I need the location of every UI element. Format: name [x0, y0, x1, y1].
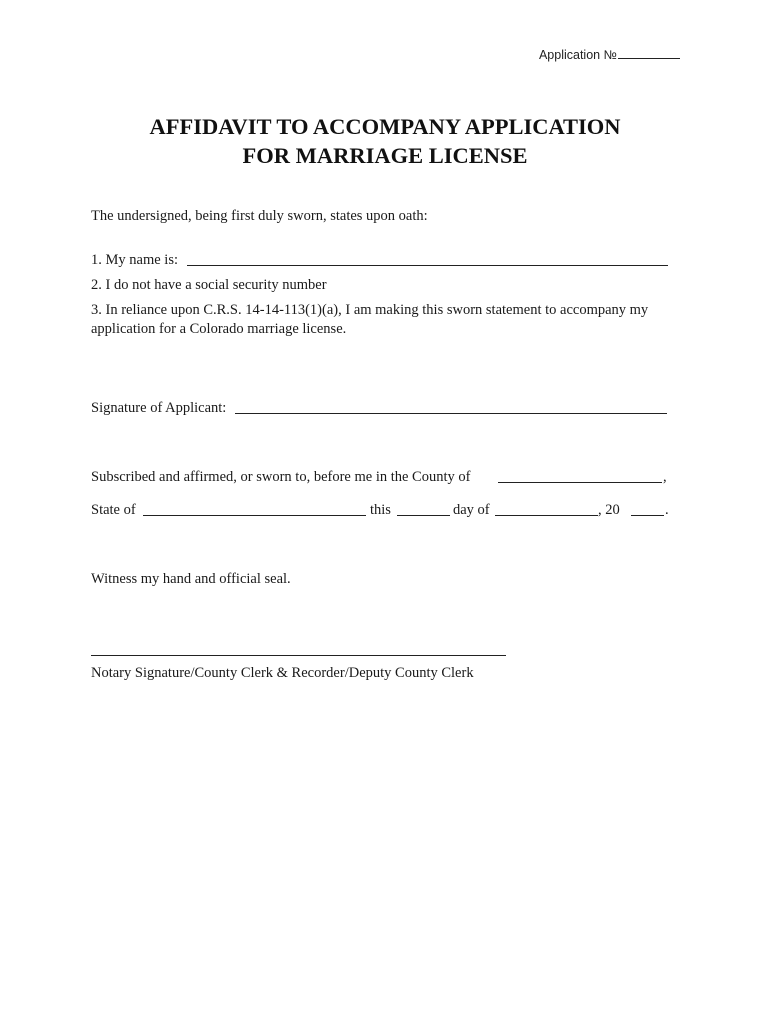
state-field[interactable] — [143, 515, 366, 516]
application-number-label: Application № — [538, 48, 617, 62]
year-prefix: , 20 — [598, 502, 620, 518]
application-number-field[interactable] — [618, 46, 680, 59]
applicant-signature-field[interactable] — [235, 413, 667, 414]
this-label: this — [370, 502, 391, 518]
month-field[interactable] — [495, 515, 598, 516]
application-number — [539, 46, 680, 62]
witness-text: Witness my hand and official seal. — [91, 571, 291, 587]
item-3-text: 3. In reliance upon C.R.S. 14-14-113(1)(a), I am making this sworn statement to accompany my application for a Colorado marriage license. — [91, 302, 649, 337]
county-field[interactable] — [498, 482, 662, 483]
signature-label: Signature of Applicant: — [91, 400, 227, 416]
day-of-label: day of — [453, 502, 490, 518]
subscribed-label: Subscribed and affirmed, or sworn to, before me in the County of — [91, 469, 471, 485]
intro-text: The undersigned, being first duly sworn, states upon oath: — [91, 208, 428, 224]
date-period: . — [665, 502, 669, 518]
year-field[interactable] — [631, 515, 664, 516]
day-field[interactable] — [397, 515, 450, 516]
notary-signature-field[interactable] — [91, 655, 506, 656]
title-line-2: FOR MARRIAGE LICENSE — [242, 143, 528, 168]
county-comma: , — [663, 469, 667, 485]
document-title — [0, 112, 770, 170]
state-of-label: State of — [91, 502, 136, 518]
item-2-text: 2. I do not have a social security number — [91, 277, 327, 293]
name-field[interactable] — [187, 265, 668, 266]
item-1-label: 1. My name is: — [91, 252, 178, 268]
notary-label: Notary Signature/County Clerk & Recorder/Deputy County Clerk — [91, 665, 474, 681]
title-line-1: AFFIDAVIT TO ACCOMPANY APPLICATION — [149, 114, 621, 139]
